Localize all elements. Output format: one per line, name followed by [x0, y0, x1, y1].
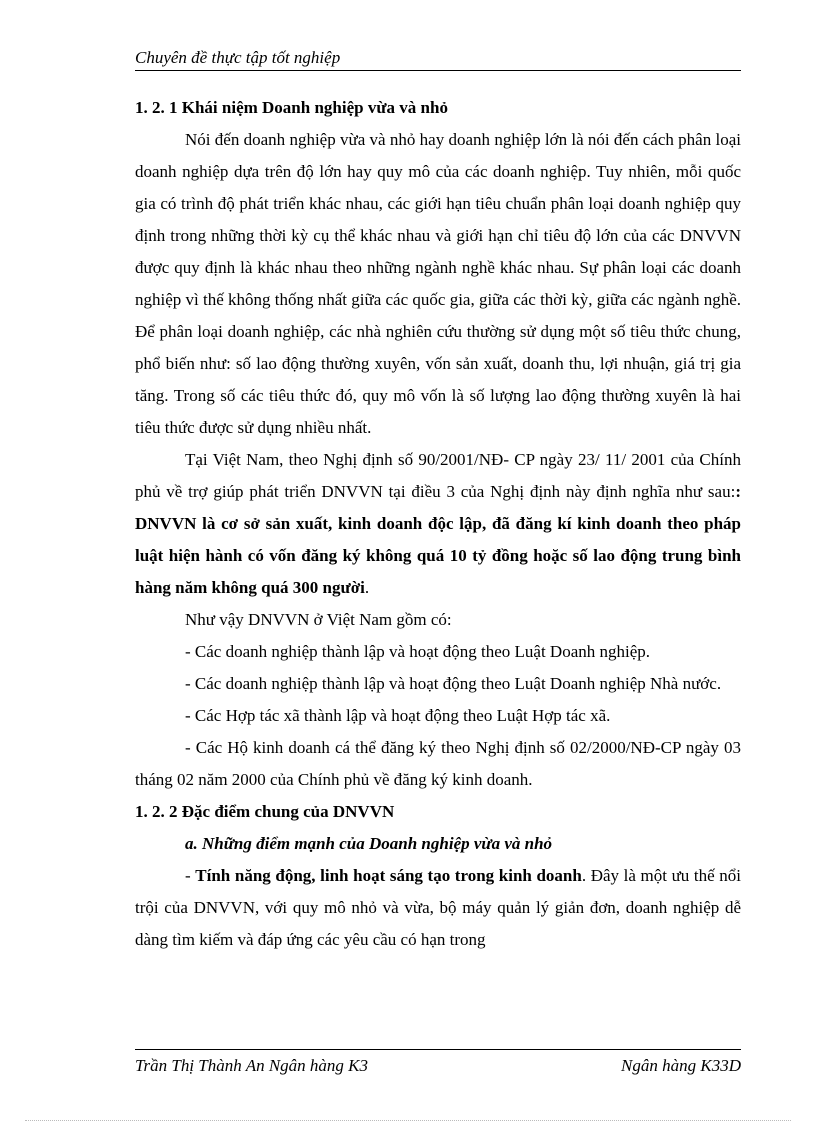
header-title: Chuyên đề thực tập tốt nghiệp	[135, 48, 341, 67]
document-body	[135, 92, 741, 956]
paragraph-definition-intro: Nói đến doanh nghiệp vừa và nhỏ hay doanh nghiệp lớn là nói đến cách phân loại doanh nghiệp dựa trên độ lớn hay quy mô của các doanh nghiệp. Tuy nhiên, mỗi quốc gia có trình độ phát triển khác nhau, các giới hạn tiêu chuẩn phân loại doanh nghiệp quy định trong những thời kỳ cụ thể khác nhau và giới hạn chỉ tiêu độ lớn của các DNVVN được quy định là khác nhau theo những ngành nghề khác nhau. Sự phân loại các doanh nghiệp vì thế không thống nhất giữa các quốc gia, giữa các thời kỳ, giữa các ngành nghề. Để phân loại doanh nghiệp, các nhà nghiên cứu thường sử dụng một số tiêu thức chung, phổ biến như: số lao động thường xuyên, vốn sản xuất, doanh thu, lợi nhuận, giá trị gia tăng. Trong số các tiêu thức đó, quy mô vốn là số lượng lao động thường xuyên là hai tiêu thức được sử dụng nhiều nhất.	[135, 130, 741, 437]
section-heading-1-2-2: 1. 2. 2 Đặc điểm chung của DNVVN	[135, 802, 395, 821]
list-item: - Các doanh nghiệp thành lập và hoạt động theo Luật Doanh nghiệp.	[185, 642, 651, 661]
dynamism-bold: Tính năng động, linh hoạt sáng tạo trong kinh doanh	[195, 866, 582, 885]
decree-definition-bold: : DNVVN là cơ sở sản xuất, kinh doanh độc lập, đã đăng kí kinh doanh theo pháp luật hiện hành có vốn đăng ký không quá 10 tỷ đồng hoặc số lao động trung bình hàng năm không quá 300 người	[135, 482, 741, 597]
dynamism-text: . Đây là một ưu thế nổi trội của DNVVN, với quy mô nhỏ và vừa, bộ máy quản lý giản đơn, doanh nghiệp dễ dàng tìm kiếm và đáp ứng các yêu cầu có hạn trong	[135, 866, 742, 949]
paragraph-dynamism	[135, 860, 741, 956]
footer-author: Trần Thị Thành An Ngân hàng K3	[135, 1056, 369, 1075]
paragraph-includes: Như vậy DNVVN ở Việt Nam gồm có:	[185, 610, 452, 629]
section-heading-1-2-1: 1. 2. 1 Khái niệm Doanh nghiệp vừa và nhỏ	[135, 98, 448, 117]
footer-class: Ngân hàng K33D	[621, 1056, 741, 1075]
dash: -	[185, 866, 196, 885]
subsection-heading-strengths: a. Những điểm mạnh của Doanh nghiệp vừa và nhỏ	[185, 834, 553, 853]
list-item: - Các Hợp tác xã thành lập và hoạt động theo Luật Hợp tác xã.	[185, 706, 611, 725]
decree-period: .	[364, 578, 370, 597]
page-header	[135, 48, 741, 71]
page-footer	[135, 1049, 741, 1076]
page-boundary	[25, 1120, 791, 1121]
decree-text: Tại Việt Nam, theo Nghị định số 90/2001/NĐ- CP ngày 23/ 11/ 2001 của Chính phủ về trợ giúp phát triển DNVVN tại điều 3 của Nghị định này định nghĩa như sau:	[135, 450, 741, 501]
list-item: - Các doanh nghiệp thành lập và hoạt động theo Luật Doanh nghiệp Nhà nước.	[185, 674, 722, 693]
paragraph-decree-definition	[135, 444, 741, 604]
list-item: - Các Hộ kinh doanh cá thể đăng ký theo Nghị định số 02/2000/NĐ-CP ngày 03 tháng 02 năm 2000 của Chính phủ về đăng ký kinh doanh.	[135, 738, 741, 789]
